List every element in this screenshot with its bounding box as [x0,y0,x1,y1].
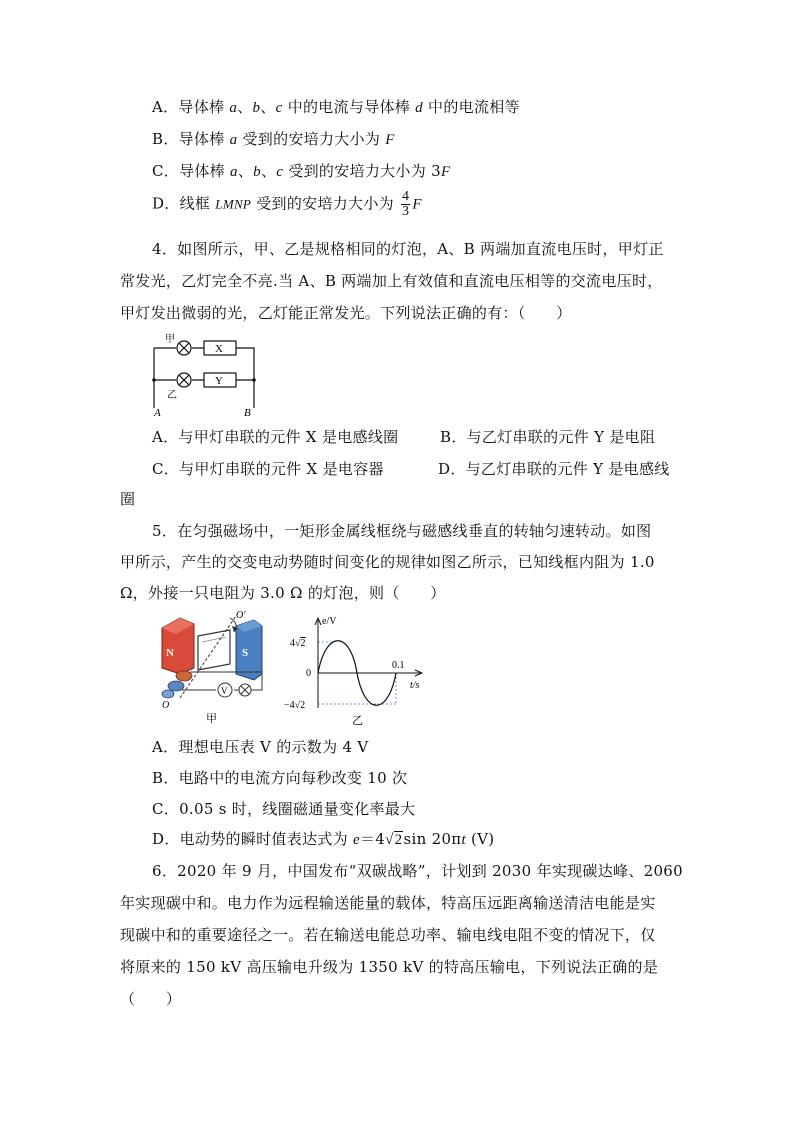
magnet-n-label: N [166,647,174,659]
q5-stem-line-2: 甲所示，产生的交变电动势随时间变化的规律如图乙所示，已知线框内阻为 1.0 [120,553,655,571]
lamp-circuit-figure [140,330,265,418]
origin-label: 0 [306,668,311,679]
axis-o-label: O [162,700,170,711]
q3-option-a: A．导体棒 a、b、c 中的电流与导体棒 d 中的电流相等 [152,98,520,116]
y-bottom-tick: −4√2 [284,700,306,711]
q5-stem-line-1: 5．在匀强磁场中，一矩形金属线框绕与磁感线垂直的转轴匀速转动。如图 [152,522,652,540]
q4-option-d-wrap: 圈 [120,490,136,508]
emf-time-graph [280,612,430,730]
y-axis-label: e/V [322,616,337,627]
q4-stem-line-1: 4．如图所示，甲、乙是规格相同的灯泡，A、B 两端加直流电压时，甲灯正 [152,240,664,258]
q5-option-c: C．0.05 s 时，线圈磁通量变化率最大 [152,800,416,818]
q3-option-c: C．导体棒 a、b、c 受到的安培力大小为 3F [152,162,451,180]
q4-stem-line-3: 甲灯发出微弱的光，乙灯能正常发光。下列说法正确的有：（ ） [120,304,572,322]
figure-jia-caption: 甲 [206,713,217,725]
q3-option-d: D．线框 LMNP 受到的安培力大小为 $\frac{4}{3}$ F [152,189,422,219]
q6-stem-line-5: （ ） [120,990,182,1008]
element-x-label: X [215,343,223,355]
x-tick-label: 0.1 [392,660,405,671]
lamp-jia-label: 甲 [165,334,175,345]
q5-option-d: D．电动势的瞬时值表达式为 e＝4√2sin 20πt (V) [152,830,495,848]
terminal-b-label: B [244,407,251,418]
q6-stem-line-2: 年实现碳中和。电力作为远程输送能量的载体，特高压远距离输送清洁电能是实 [120,894,656,912]
x-axis-label: t/s [410,680,420,691]
lamp-yi-label: 乙 [167,390,177,401]
voltmeter-label: V [221,686,228,696]
magnet-s-label: S [242,647,249,659]
q4-option-b: B．与乙灯串联的元件 Y 是电阻 [440,428,656,446]
q4-stem-line-2: 常发光，乙灯完全不亮.当 A、B 两端加上有效值和直流电压相等的交流电压时， [120,272,663,290]
figure-yi-caption: 乙 [352,715,363,727]
q5-option-a: A．理想电压表 V 的示数为 4 V [152,738,369,756]
q5-option-b: B．电路中的电流方向每秒改变 10 次 [152,769,408,787]
element-y-label: Y [215,375,223,387]
terminal-a-label: A [154,407,161,418]
q6-stem-line-1: 6．2020 年 9 月，中国发布“双碳战略”，计划到 2030 年实现碳达峰、2060 [152,862,683,880]
q6-stem-line-4: 将原来的 150 kV 高压输电升级为 1350 kV 的特高压输电，下列说法正确的是 [120,958,659,976]
q4-option-a: A．与甲灯串联的元件 X 是电感线圈 [152,428,399,446]
q6-stem-line-3: 现碳中和的重要途径之一。若在输送电能总功率、输电线电阻不变的情况下，仅 [120,926,656,944]
axis-o-prime-label: O′ [236,610,246,621]
fraction-four-thirds: $\frac{4}{3}$ [402,189,410,219]
q4-option-c: C．与甲灯串联的元件 X 是电容器 [152,460,384,478]
q4-option-d: D．与乙灯串联的元件 Y 是电感线 [438,460,670,478]
y-top-tick: 4√2 [290,638,306,649]
q3-option-b: B．导体棒 a 受到的安培力大小为 F [152,130,395,148]
q5-stem-line-3: Ω，外接一只电阻为 3.0 Ω 的灯泡，则（ ） [120,584,446,602]
generator-figure [150,608,270,728]
